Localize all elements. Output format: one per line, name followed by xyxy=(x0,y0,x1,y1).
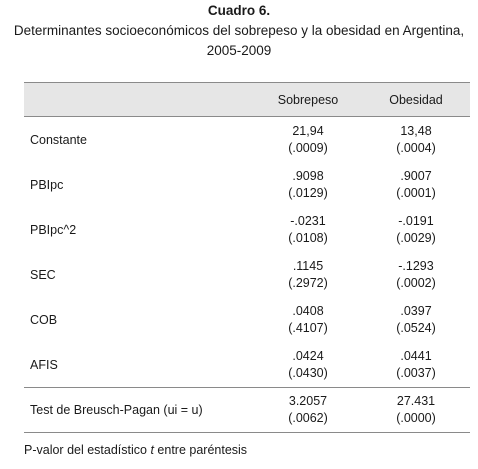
row-label: COB xyxy=(30,312,58,327)
coefficient: .0424 xyxy=(292,348,324,363)
coefficient: .1145 xyxy=(292,258,324,273)
row-label: AFIS xyxy=(30,357,58,372)
p-value: (.0108) xyxy=(288,230,328,245)
table-row xyxy=(24,342,470,388)
coefficient: 13,48 xyxy=(400,123,432,138)
table-footnote xyxy=(24,443,247,457)
coefficient: -.0191 xyxy=(398,213,434,228)
coefficient: 3.2057 xyxy=(288,394,328,408)
table-caption: Cuadro 6. xyxy=(207,3,271,18)
header-obesidad: Obesidad xyxy=(362,83,470,117)
cell-obesidad xyxy=(362,162,470,207)
p-value: (.0009) xyxy=(288,140,328,155)
row-label: PBIpc xyxy=(30,177,64,192)
p-value: (.0037) xyxy=(396,365,436,380)
p-value: (.0002) xyxy=(396,275,436,290)
footnote-text-before: P-valor del estadístico xyxy=(24,443,151,457)
table-row-test xyxy=(24,388,470,433)
p-value: (.0004) xyxy=(396,140,436,155)
row-label: Test de Breusch-Pagan (ui = u) xyxy=(24,388,254,433)
cell-obesidad xyxy=(362,207,470,252)
table-header-row xyxy=(24,83,470,117)
coefficient: .9098 xyxy=(292,168,324,183)
table-body xyxy=(24,117,470,433)
footnote-text-after: entre paréntesis xyxy=(153,443,248,457)
table-row xyxy=(24,297,470,342)
coefficient: 21,94 xyxy=(292,123,324,138)
cell-obesidad xyxy=(362,252,470,297)
table-row xyxy=(24,117,470,163)
coefficient: .9007 xyxy=(400,168,432,183)
coefficient: .0408 xyxy=(292,303,324,318)
cell-sobrepeso xyxy=(254,117,362,163)
coefficient: -.0231 xyxy=(290,213,326,228)
subtitle-line-2: 2005-2009 xyxy=(206,43,272,58)
row-label: Constante xyxy=(30,132,87,147)
header-blank xyxy=(24,83,254,117)
p-value: (.0001) xyxy=(396,185,436,200)
subtitle-line-1: Determinantes socioeconómicos del sobrepeso y la obesidad en Argentina, xyxy=(13,23,465,38)
p-value: (.2972) xyxy=(288,275,328,290)
header-sobrepeso: Sobrepeso xyxy=(254,83,362,117)
regression-table-container xyxy=(24,82,470,433)
cell-sobrepeso xyxy=(254,297,362,342)
table-title-block xyxy=(0,3,478,61)
coefficient: .0397 xyxy=(400,303,432,318)
cell-sobrepeso xyxy=(254,207,362,252)
cell-sobrepeso xyxy=(254,252,362,297)
p-value: (.0062) xyxy=(288,411,328,425)
cell-obesidad xyxy=(362,342,470,388)
p-value: (.0029) xyxy=(396,230,436,245)
footnote-t-symbol: t xyxy=(150,443,154,457)
cell-obesidad xyxy=(362,388,470,433)
cell-obesidad xyxy=(362,117,470,163)
row-label: SEC xyxy=(30,267,56,282)
table-row xyxy=(24,252,470,297)
p-value: (.0430) xyxy=(288,365,328,380)
table-row xyxy=(24,207,470,252)
p-value: (.0129) xyxy=(288,185,328,200)
p-value: (.0000) xyxy=(396,411,436,425)
coefficient: 27.431 xyxy=(396,394,436,408)
coefficient: -.1293 xyxy=(398,258,434,273)
table-subtitle xyxy=(0,21,478,61)
cell-sobrepeso xyxy=(254,162,362,207)
regression-table xyxy=(24,82,470,433)
row-label: PBIpc^2 xyxy=(30,222,77,237)
p-value: (.4107) xyxy=(288,320,328,335)
coefficient: .0441 xyxy=(400,348,432,363)
cell-sobrepeso xyxy=(254,342,362,388)
p-value: (.0524) xyxy=(396,320,436,335)
cell-sobrepeso xyxy=(254,388,362,433)
table-row xyxy=(24,162,470,207)
cell-obesidad xyxy=(362,297,470,342)
